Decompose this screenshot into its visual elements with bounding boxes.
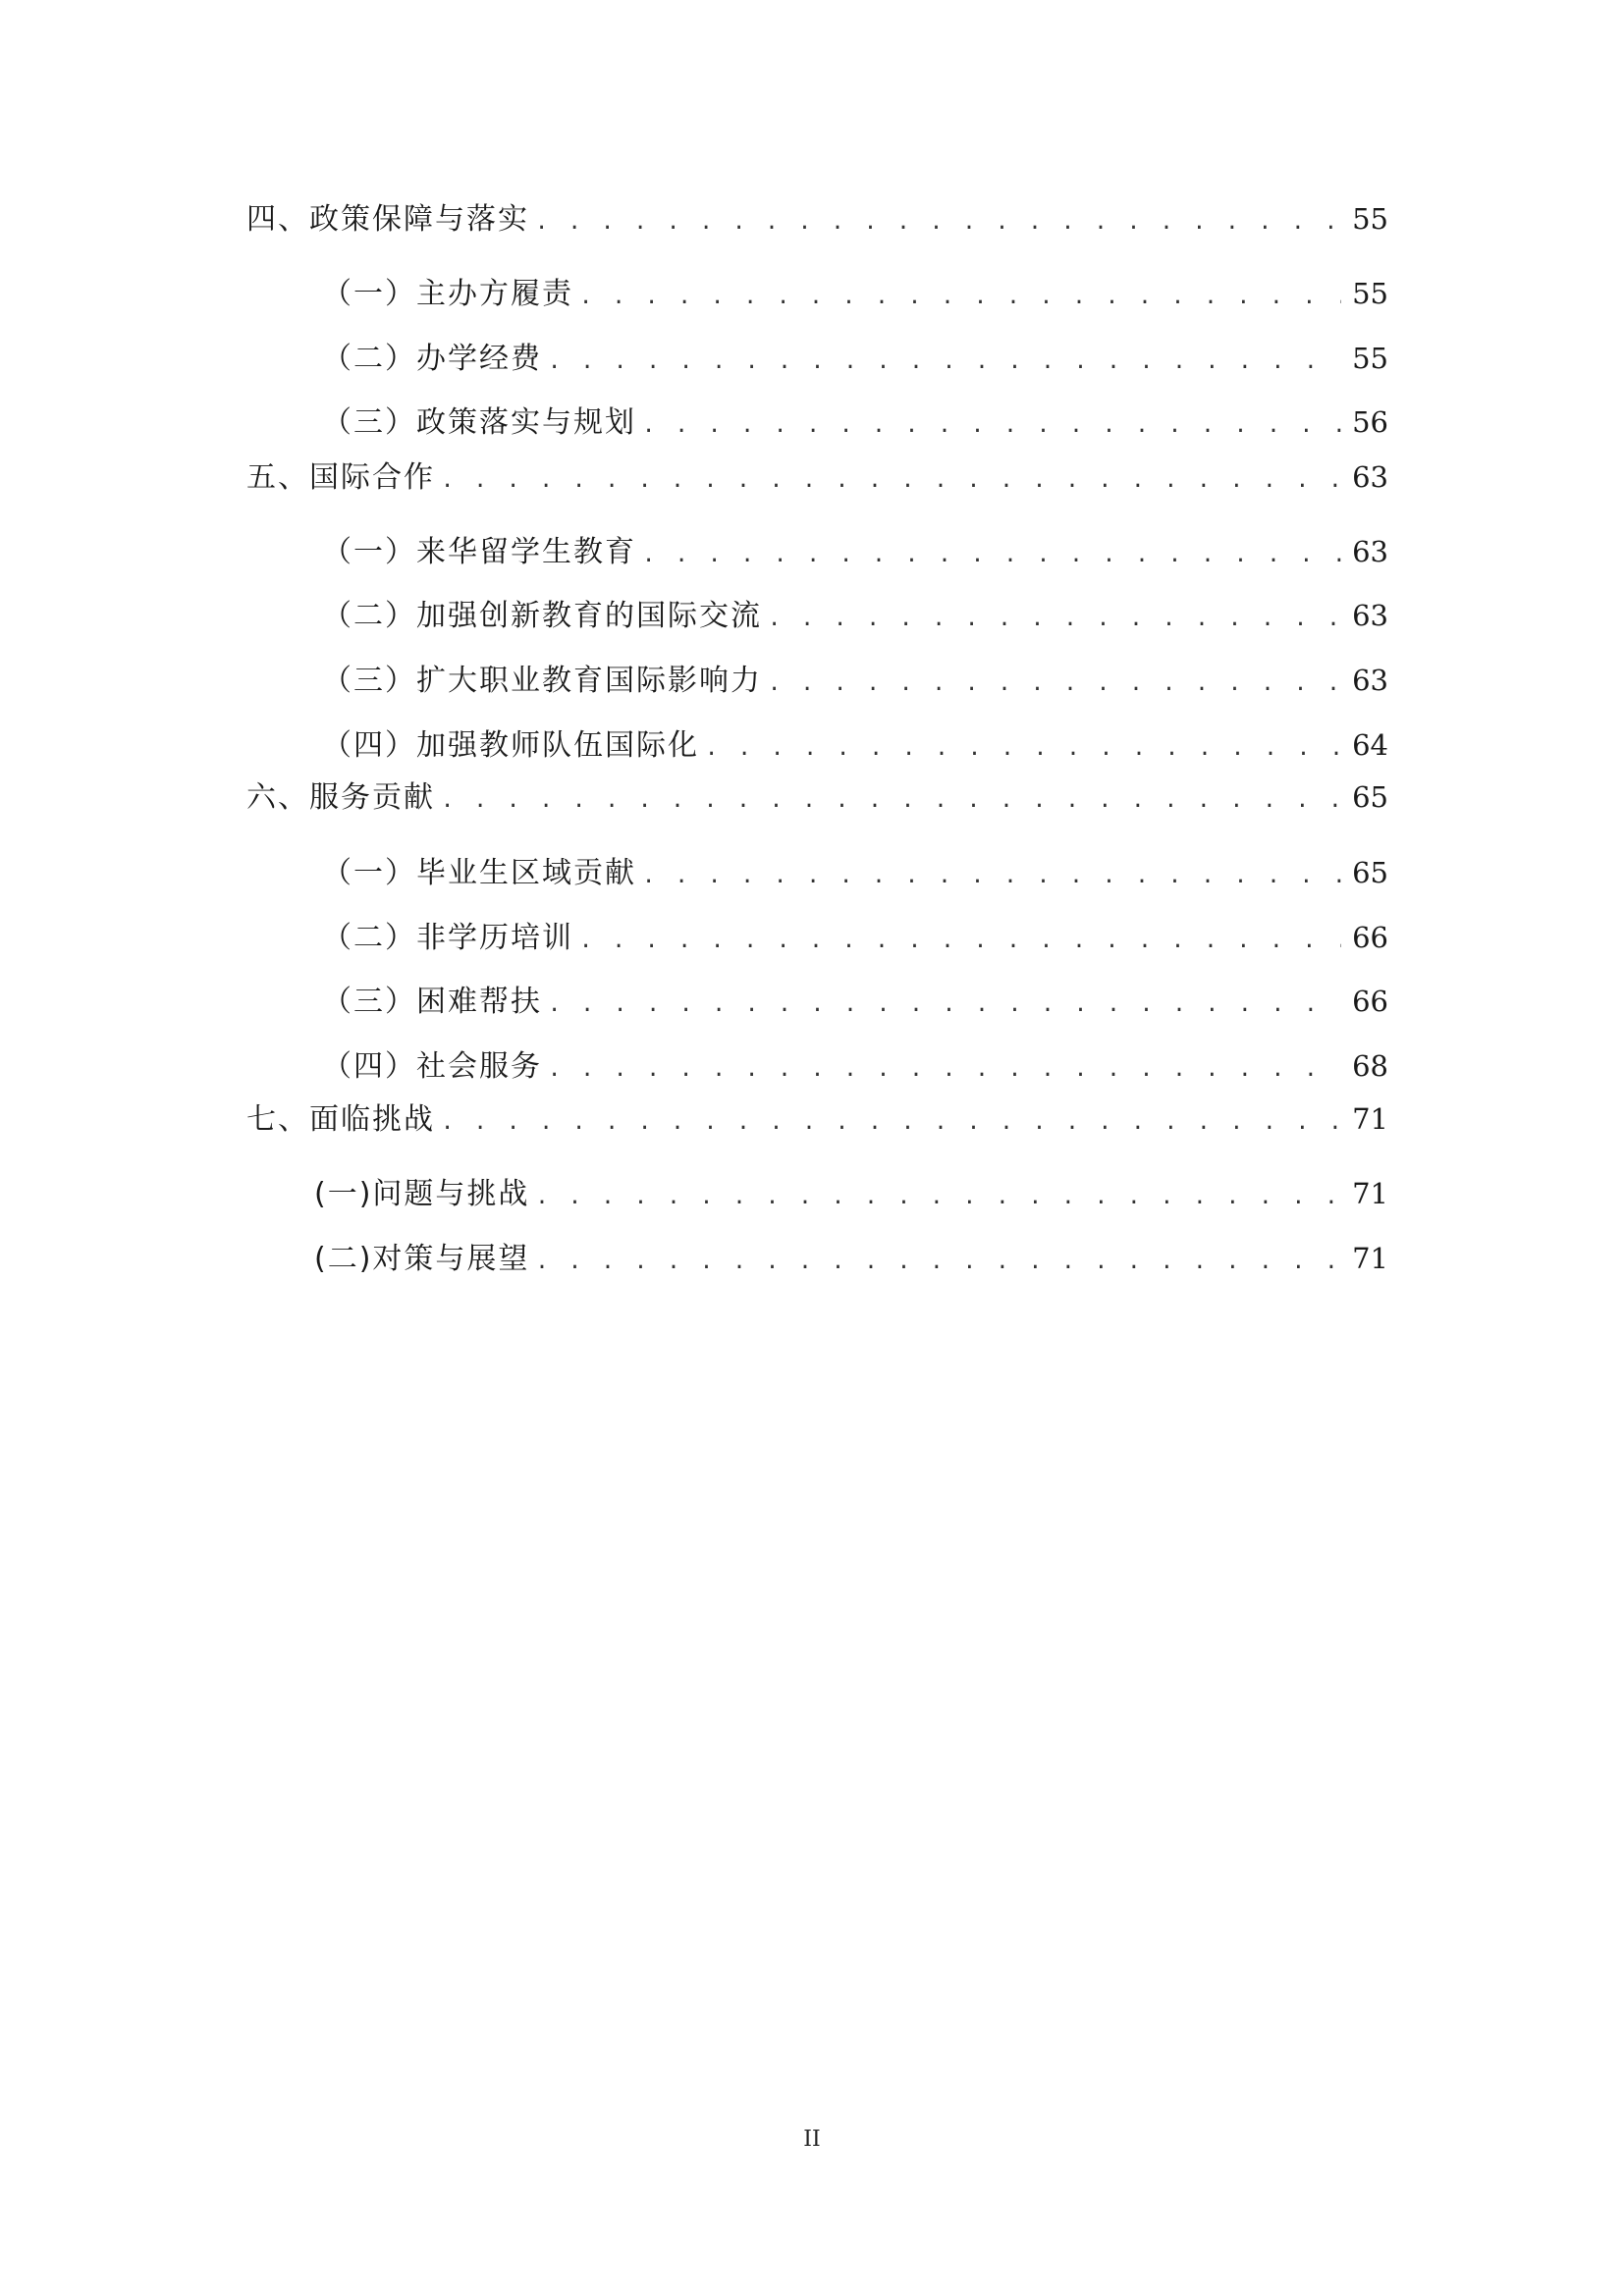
toc-dot-leader xyxy=(535,203,1341,242)
toc-dot-leader xyxy=(548,986,1341,1025)
toc-dot-leader xyxy=(579,922,1341,961)
toc-section-title: 四、政策保障与落实 xyxy=(246,202,529,237)
toc-subsection-title: （一）主办方履责 xyxy=(322,277,573,311)
toc-dot-leader xyxy=(642,536,1341,575)
toc-page-number: 65 xyxy=(1352,780,1388,814)
toc-subsection-6-2[interactable] xyxy=(322,918,1388,961)
toc-dot-leader xyxy=(441,1103,1341,1143)
toc-page-number: 66 xyxy=(1352,921,1388,954)
toc-section-6[interactable] xyxy=(246,777,1388,821)
toc-page-number: 55 xyxy=(1352,202,1388,236)
toc-subsection-title: （四）加强教师队伍国际化 xyxy=(322,728,699,763)
toc-dot-leader xyxy=(548,343,1341,382)
toc-subsection-4-2[interactable] xyxy=(322,339,1388,382)
toc-section-4[interactable] xyxy=(246,199,1388,242)
toc-page-number: 63 xyxy=(1352,535,1388,568)
toc-page-number: 63 xyxy=(1352,599,1388,632)
toc-dot-leader xyxy=(705,729,1341,769)
toc-subsection-title: （二）非学历培训 xyxy=(322,921,573,955)
toc-page-number: 68 xyxy=(1352,1049,1388,1083)
toc-subsection-5-3[interactable] xyxy=(322,661,1388,704)
toc-subsection-6-1[interactable] xyxy=(322,853,1388,896)
toc-dot-leader xyxy=(535,1178,1341,1217)
toc-dot-leader xyxy=(642,406,1341,446)
toc-page-number: 55 xyxy=(1352,277,1388,310)
toc-subsection-5-1[interactable] xyxy=(322,532,1388,575)
toc-subsection-5-2[interactable] xyxy=(322,596,1388,639)
toc-page-number: 55 xyxy=(1352,342,1388,375)
toc-subsection-title: (一)问题与挑战 xyxy=(314,1177,530,1211)
toc-page-number: 66 xyxy=(1352,985,1388,1018)
toc-page-number: 65 xyxy=(1352,856,1388,889)
toc-subsection-title: （四）社会服务 xyxy=(322,1049,542,1084)
toc-page-number: 71 xyxy=(1352,1242,1388,1275)
toc-dot-leader xyxy=(441,461,1341,501)
page-number-footer: II xyxy=(803,2127,821,2152)
toc-page-number: 71 xyxy=(1352,1102,1388,1136)
toc-dot-leader xyxy=(768,600,1341,639)
toc-subsection-title: （三）困难帮扶 xyxy=(322,985,542,1019)
toc-subsection-4-1[interactable] xyxy=(322,274,1388,317)
toc-subsection-7-2[interactable] xyxy=(314,1239,1388,1282)
toc-subsection-title: （一）毕业生区域贡献 xyxy=(322,856,636,890)
toc-page-number: 56 xyxy=(1352,405,1388,439)
toc-subsection-title: （三）扩大职业教育国际影响力 xyxy=(322,664,762,698)
toc-dot-leader xyxy=(579,278,1341,317)
toc-dot-leader xyxy=(548,1050,1341,1090)
toc-subsection-title: （三）政策落实与规划 xyxy=(322,405,636,440)
toc-subsection-6-3[interactable] xyxy=(322,982,1388,1025)
toc-subsection-4-3[interactable] xyxy=(322,402,1388,446)
toc-dot-leader xyxy=(642,857,1341,896)
toc-page-number: 63 xyxy=(1352,460,1388,494)
toc-section-5[interactable] xyxy=(246,457,1388,501)
toc-page-number: 71 xyxy=(1352,1177,1388,1210)
toc-section-title: 六、服务贡献 xyxy=(246,780,435,815)
toc-dot-leader xyxy=(441,781,1341,821)
toc-section-title: 七、面临挑战 xyxy=(246,1102,435,1137)
toc-page-number: 64 xyxy=(1352,728,1388,762)
toc-subsection-6-4[interactable] xyxy=(322,1046,1388,1090)
toc-subsection-title: （二）办学经费 xyxy=(322,342,542,376)
toc-section-title: 五、国际合作 xyxy=(246,460,435,495)
toc-dot-leader xyxy=(535,1243,1341,1282)
toc-page-number: 63 xyxy=(1352,664,1388,697)
toc-dot-leader xyxy=(768,665,1341,704)
toc-subsection-5-4[interactable] xyxy=(322,725,1388,769)
toc-subsection-title: (二)对策与展望 xyxy=(314,1242,530,1276)
toc-subsection-title: （一）来华留学生教育 xyxy=(322,535,636,569)
toc-subsection-7-1[interactable] xyxy=(314,1174,1388,1217)
toc-section-7[interactable] xyxy=(246,1099,1388,1143)
toc-subsection-title: （二）加强创新教育的国际交流 xyxy=(322,599,762,633)
